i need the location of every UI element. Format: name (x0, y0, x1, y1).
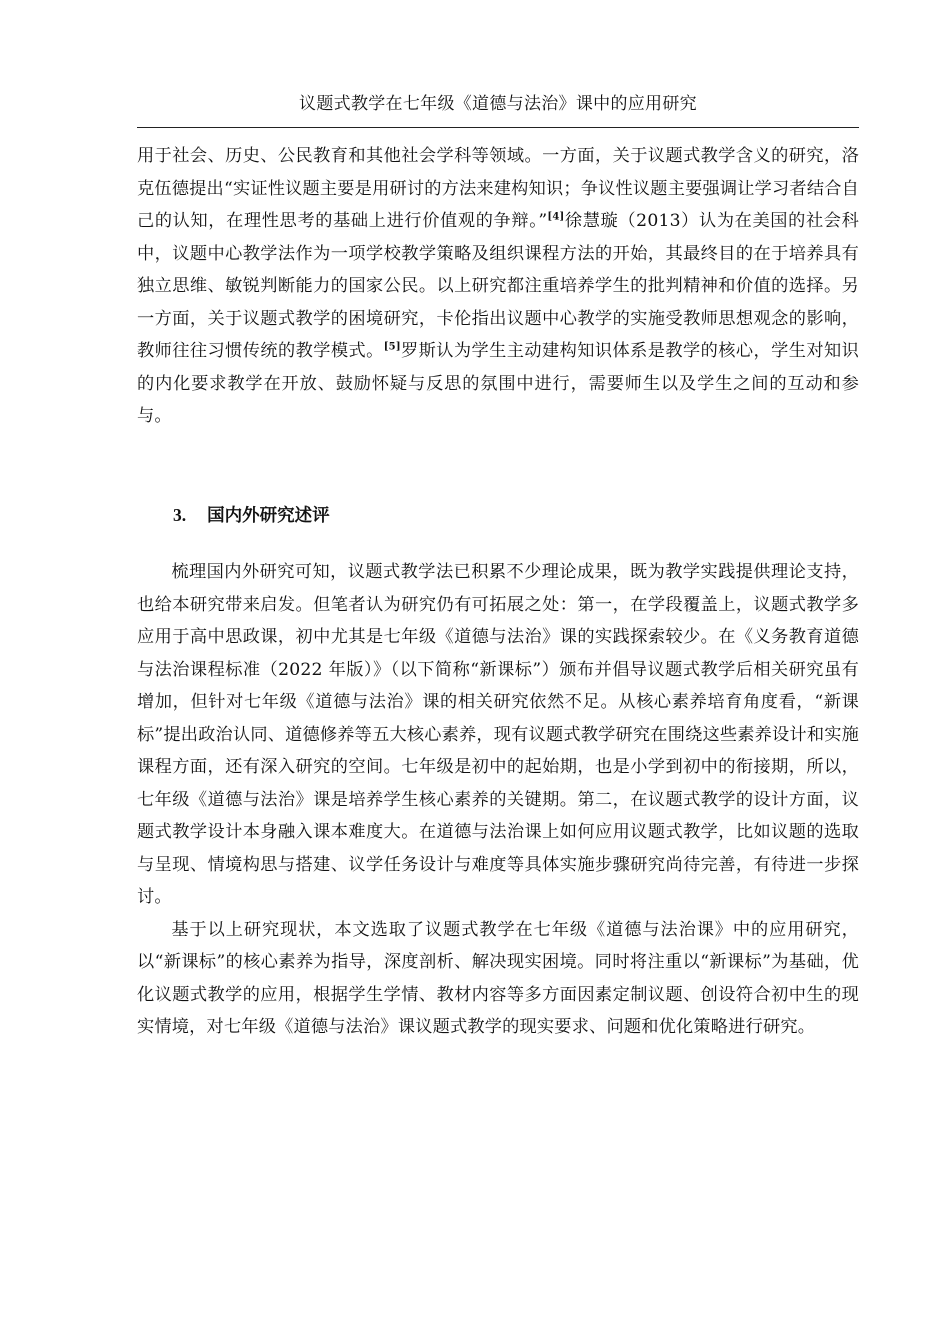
citation-4: [4] (547, 211, 565, 223)
section-number: 3. (173, 505, 187, 525)
continuation-text-3: 罗斯认为学生主动建构知识体系是教学的核心，学生对知识的内化要求教学在开放、鼓励怀疑与反思的氛围中进行，需要师生以及学生之间的互动和参与。 (137, 341, 860, 426)
body-paragraph-2: 基于以上研究现状，本文选取了议题式教学在七年级《道德与法治课》中的应用研究，以“新课标”的核心素养为指导，深度剖析、解决现实困境。同时将注重以“新课标”为基础，优化议题式教学的应用，根据学生学情、教材内容等多方面因素定制议题、创设符合初中生的现实情境，对七年级《道德与法治》课议题式教学的现实要求、问题和优化策略进行研究。 (137, 919, 859, 1037)
review-block (137, 556, 859, 1044)
body-paragraph-1: 梳理国内外研究可知，议题式教学法已积累不少理论成果，既为教学实践提供理论支持，也给本研究带来启发。但笔者认为研究仍有可拓展之处：第一，在学段覆盖上，议题式教学多应用于高中思政课，初中尤其是七年级《道德与法治》课的实践探索较少。在《义务教育道德与法治课程标准（2022 年版）》（以下简称“新课标”）颁布并倡导议题式教学后相关研究虽有增加，但针对七年级《道德与法治》课的相关研究依然不足。从核心素养培育角度看，“新课标”提出政治认同、道德修养等五大核心素养，现有议题式教学研究在围绕这些素养设计和实施课程方面，还有深入研究的空间。七年级是初中的起始期，也是小学到初中的衔接期，所以，七年级《道德与法治》课是培养学生核心素养的关键期。第二，在议题式教学的设计方面，议题式教学设计本身融入课本难度大。在道德与法治课上如何应用议题式教学，比如议题的选取与呈现、情境构思与搭建、议学任务设计与难度等具体实施步骤研究尚待完善，有待进一步探讨。 (137, 562, 859, 907)
continuation-block (137, 140, 859, 433)
continuation-text-1: 用于社会、历史、公民教育和其他社会学科等领域。一方面，关于议题式教学含义的研究，洛克伍德提出“实证性议题主要是用研讨的方法来建构知识；争议性议题主要强调让学习者结合自己的认知，在理性思考的基础上进行价值观的争辩。” (137, 146, 859, 231)
citation-5: [5] (383, 341, 401, 353)
header-rule (137, 127, 859, 128)
section-heading (173, 501, 330, 530)
continuation-paragraph (137, 140, 859, 433)
continuation-text-2: 徐慧璇（2013）认为在美国的社会科中，议题中心教学法作为一项学校教学策略及组织课程方法的开始，其最终目的在于培养具有独立思维、敏锐判断能力的国家公民。以上研究都注重培养学生的批判精神和价值的选择。另一方面，关于议题式教学的困境研究，卡伦指出议题中心教学的实施受教师思想观念的影响，教师往往习惯传统的教学模式。 (137, 211, 859, 361)
running-header: 议题式教学在七年级《道德与法治》课中的应用研究 (299, 94, 697, 114)
section-title: 国内外研究述评 (207, 506, 330, 526)
